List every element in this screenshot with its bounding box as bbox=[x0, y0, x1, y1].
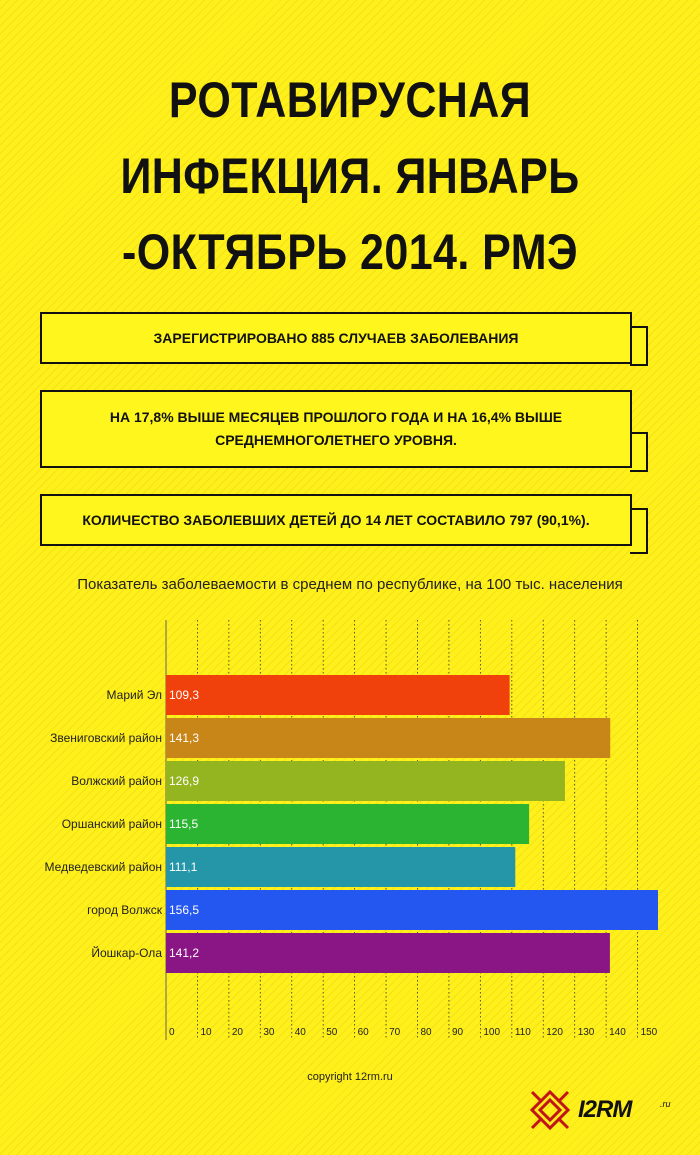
x-tick-label: 10 bbox=[200, 1027, 212, 1038]
bar bbox=[166, 804, 529, 844]
x-tick-label: 130 bbox=[577, 1027, 595, 1038]
bar-chart bbox=[0, 610, 700, 1070]
bar bbox=[166, 761, 565, 801]
title-line-1: РОТАВИРУСНАЯ bbox=[168, 72, 532, 128]
category-label: Звениговский район bbox=[50, 731, 162, 745]
x-tick-label: 20 bbox=[231, 1027, 243, 1038]
x-tick-label: 40 bbox=[294, 1027, 306, 1038]
x-tick-label: 80 bbox=[420, 1027, 432, 1038]
category-label: город Волжск bbox=[87, 903, 162, 917]
bar bbox=[166, 675, 510, 715]
value-label: 126,9 bbox=[169, 774, 200, 788]
x-tick-label: 30 bbox=[263, 1027, 275, 1038]
fact-box-children bbox=[40, 494, 632, 546]
x-tick-label: 70 bbox=[389, 1027, 401, 1038]
fact-3-tab bbox=[630, 508, 648, 554]
value-label: 141,2 bbox=[169, 946, 200, 960]
bar bbox=[166, 890, 658, 930]
x-tick-labels bbox=[169, 1027, 658, 1038]
fact-1-tab bbox=[630, 326, 648, 366]
value-label: 109,3 bbox=[169, 688, 200, 702]
fact-3-text: КОЛИЧЕСТВО ЗАБОЛЕВШИХ ДЕТЕЙ ДО 14 ЛЕТ СОСТАВИЛО 797 (90,1%). bbox=[82, 511, 590, 528]
value-label: 115,5 bbox=[169, 817, 199, 831]
fact-2-tab bbox=[630, 432, 648, 472]
x-tick-label: 0 bbox=[169, 1027, 175, 1038]
logo-suffix: .ru bbox=[660, 1099, 671, 1109]
fact-1-text: ЗАРЕГИСТРИРОВАНО 885 СЛУЧАЕВ ЗАБОЛЕВАНИЯ bbox=[153, 329, 519, 346]
chart-bars bbox=[45, 675, 658, 973]
bar bbox=[166, 847, 515, 887]
value-label: 111,1 bbox=[169, 860, 198, 874]
x-tick-label: 110 bbox=[514, 1027, 531, 1038]
logo-text: I2RM bbox=[578, 1096, 632, 1123]
mari-ornament-icon bbox=[532, 1092, 568, 1128]
category-label: Медведевский район bbox=[44, 860, 162, 874]
value-label: 141,3 bbox=[169, 731, 200, 745]
x-tick-label: 120 bbox=[546, 1027, 563, 1038]
chart-title: Показатель заболеваемости в среднем по республике, на 100 тыс. населения bbox=[77, 576, 623, 593]
category-label: Оршанский район bbox=[61, 817, 162, 831]
category-label: Волжский район bbox=[71, 774, 162, 788]
fact-box-increase bbox=[40, 390, 632, 468]
x-tick-label: 50 bbox=[326, 1027, 338, 1038]
title-line-2: ИНФЕКЦИЯ. ЯНВАРЬ bbox=[120, 148, 580, 204]
copyright: copyright 12rm.ru bbox=[307, 1071, 393, 1083]
x-tick-label: 90 bbox=[451, 1027, 464, 1038]
bar bbox=[166, 718, 610, 758]
fact-2-text: НА 17,8% ВЫШЕ МЕСЯЦЕВ ПРОШЛОГО ГОДА И НА 16,4% ВЫШЕ СРЕДНЕМНОГОЛЕТНЕГО УРОВНЯ. bbox=[109, 409, 563, 448]
fact-box-cases bbox=[40, 312, 632, 364]
page-title bbox=[49, 62, 651, 290]
x-tick-label: 150 bbox=[640, 1027, 658, 1038]
logo[interactable] bbox=[528, 1085, 678, 1135]
x-tick-label: 100 bbox=[483, 1027, 501, 1038]
x-tick-label: 60 bbox=[357, 1027, 369, 1038]
title-line-3: -ОКТЯБРЬ 2014. РМЭ bbox=[122, 224, 578, 280]
category-label: Йошкар-Ола bbox=[91, 946, 162, 960]
x-tick-label: 140 bbox=[609, 1027, 626, 1038]
bar bbox=[166, 933, 610, 973]
category-label: Марий Эл bbox=[106, 688, 162, 702]
value-label: 156,5 bbox=[169, 903, 200, 917]
